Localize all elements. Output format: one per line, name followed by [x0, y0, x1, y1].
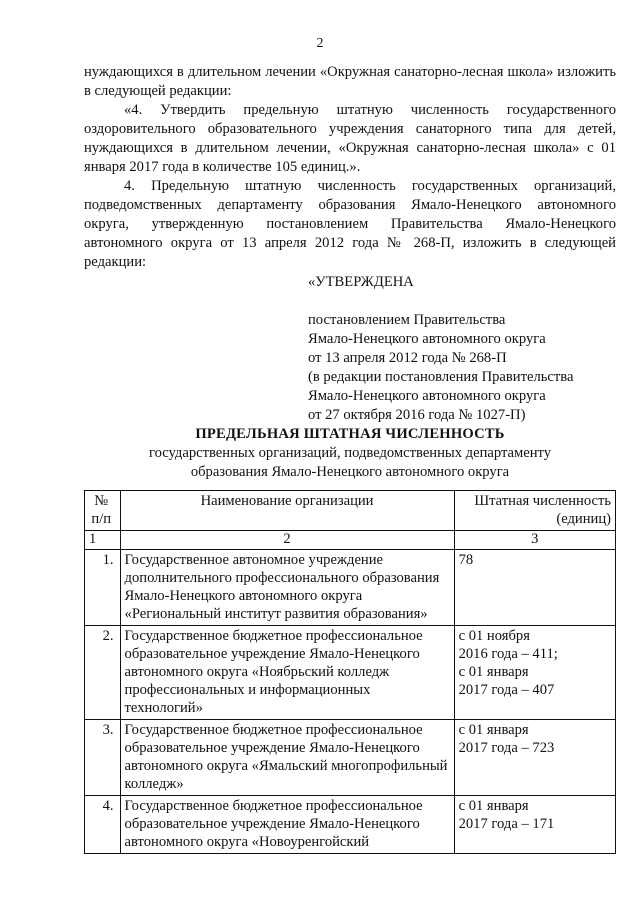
approval-line: постановлением Правительства	[308, 312, 506, 328]
index-cell: 3	[454, 531, 615, 550]
row-count: с 01 ноября 2016 года – 411; с 01 января 2017 года – 407	[454, 626, 615, 720]
table-index-row	[85, 531, 616, 550]
row-name: Государственное бюджетное профессиональное образовательное учреждение Ямало-Ненецкого автономного округа «Ноябрьский колледж профессиональных и информационных технологий»	[120, 626, 454, 720]
header-name: Наименование организации	[120, 491, 454, 531]
row-num: 1.	[85, 550, 121, 626]
index-cell: 1	[85, 531, 121, 550]
approval-line: от 27 октября 2016 года № 1027-П)	[308, 407, 526, 423]
row-num: 3.	[85, 720, 121, 796]
approval-line: Ямало-Ненецкого автономного округа	[308, 331, 546, 347]
title-subline: образования Ямало-Ненецкого автономного округа	[190, 464, 510, 480]
approval-line: Ямало-Ненецкого автономного округа	[308, 388, 546, 404]
approval-line: от 13 апреля 2012 года № 268-П	[308, 350, 507, 366]
body-text	[84, 63, 616, 272]
index-cell: 2	[120, 531, 454, 550]
row-count: с 01 января 2017 года – 723	[454, 720, 615, 796]
row-name: Государственное бюджетное профессиональное образовательное учреждение Ямало-Ненецкого автономного округа «Новоуренгойский	[120, 796, 454, 854]
table-row	[85, 720, 616, 796]
paragraph-quoted-amendment: «4. Утвердить предельную штатную численность государственного оздоровительного образовательного учреждения санаторного типа для детей, нуждающихся в длительном лечении, «Окружная санаторно-лесная школа» с 01 января 2017 года в количестве 105 единиц.».	[84, 102, 616, 175]
header-count: Штатная численность (единиц)	[454, 491, 615, 531]
table-row	[85, 550, 616, 626]
approval-line: (в редакции постановления Правительства	[308, 369, 574, 385]
table-row	[85, 796, 616, 854]
header-num: № п/п	[85, 491, 121, 531]
table-row	[85, 626, 616, 720]
row-num: 4.	[85, 796, 121, 854]
row-count: с 01 января 2017 года – 171	[454, 796, 615, 854]
paragraph-continuation: нуждающихся в длительном лечении «Окружная санаторно-лесная школа» изложить в следующей редакции:	[84, 64, 616, 99]
page-number: 2	[316, 36, 324, 51]
document-title	[84, 425, 616, 482]
paragraph-item-4: 4. Предельную штатную численность государственных организаций, подведомственных департаменту образования Ямало-Ненецкого автономного округа, утвержденную постановлением Правительства Ямало-Ненецкого автономного округа от 13 апреля 2012 года № 268-П, изложить в следующей редакции:	[84, 178, 616, 270]
row-name: Государственное автономное учреждение дополнительного профессионального образования Ямало-Ненецкого автономного округа «Региональный институт развития образования»	[120, 550, 454, 626]
table-header-row	[85, 491, 616, 531]
title-main: ПРЕДЕЛЬНАЯ ШТАТНАЯ ЧИСЛЕННОСТЬ	[195, 426, 505, 442]
row-name: Государственное бюджетное профессиональное образовательное учреждение Ямало-Ненецкого автономного округа «Ямальский многопрофильный колледж»	[120, 720, 454, 796]
title-subline: государственных организаций, подведомственных департаменту	[148, 445, 552, 461]
row-count: 78	[454, 550, 615, 626]
approved-heading: «УТВЕРЖДЕНА	[308, 274, 414, 290]
approval-block	[308, 273, 618, 425]
row-num: 2.	[85, 626, 121, 720]
staff-table	[84, 490, 616, 854]
